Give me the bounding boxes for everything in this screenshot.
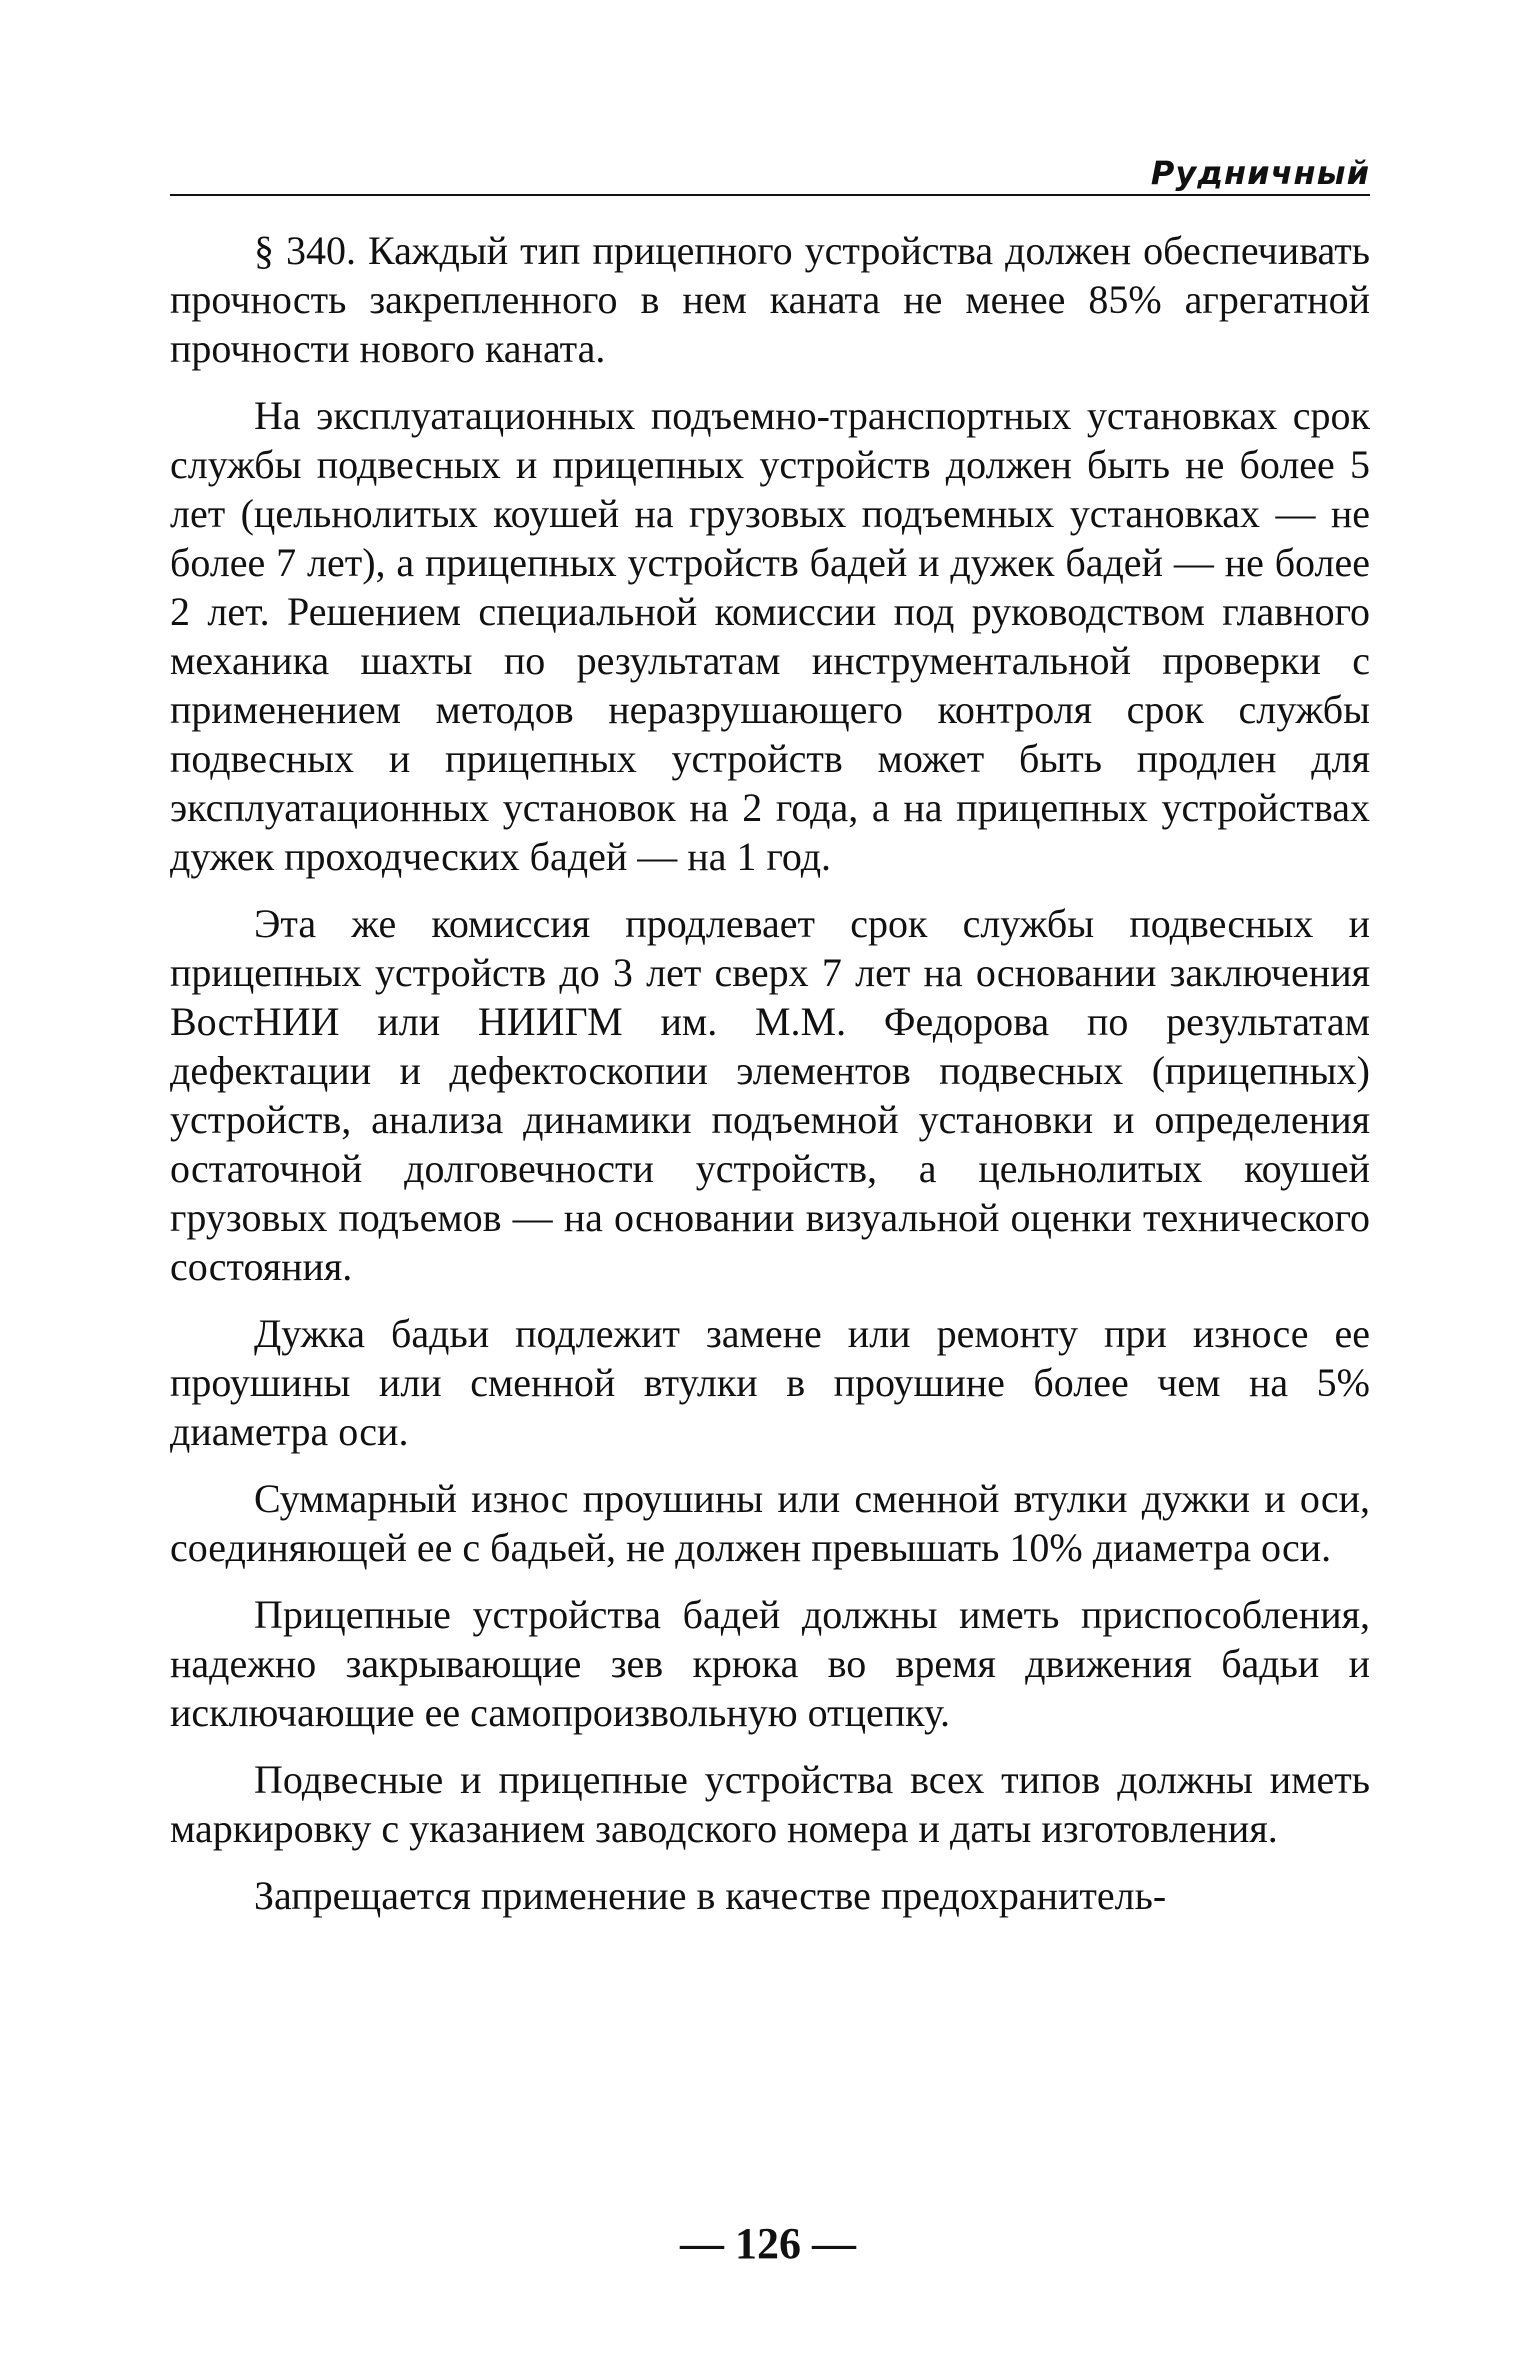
paragraph-340: § 340. Каждый тип прицепного устройства должен обеспечивать прочность закрепленного в нем каната не менее 85% агрегатной прочности нового каната. [170,228,1370,371]
paragraph-service-life: На эксплуатационных подъемно-транспортных установках срок службы подвесных и прицепных устройств должен быть не более 5 лет (цельнолитых коушей на грузовых подъемных установках — не более 7 лет), а прицепных устройств бадей и дужек бадей — не более 2 лет. Решением специальной комиссии под руководством главного механика шахты по результатам инструментальной проверки с применением методов неразрушающего контроля срок службы подвесных и прицепных устройств может быть продлен для эксплуатационных установок на 2 года, а на прицепных устройствах дужек проходческих бадей — на 1 год. [170,393,1370,879]
paragraph-total-wear: Суммарный износ проушины или сменной втулки дужки и оси, соединяющей ее с бадьей, не должен превышать 10% диаметра оси. [170,1476,1370,1570]
running-head-title: Рудничный [1150,154,1370,192]
paragraph-prohibition: Запрещается применение в качестве предохранитель- [254,1873,1167,1918]
body-text [170,226,1370,1938]
paragraph-bucket-bail-wear: Дужка бадьи подлежит замене или ремонту при износе ее проушины или сменной втулки в проушине более чем на 5% диаметра оси. [170,1311,1370,1454]
running-head [170,148,1370,196]
paragraph-commission-extension: Эта же комиссия продлевает срок службы подвесных и прицепных устройств до 3 лет сверх 7 лет на основании заключения ВостНИИ или НИИГМ им. М.М. Федорова по результатам дефектации и дефектоскопии элементов подвесных (прицепных) устройств, анализа динамики подъемной установки и определения остаточной долговечности устройств, а цельнолитых коушей грузовых подъемов — на основании визуальной оценки технического состояния. [170,901,1370,1289]
paragraph-hook-closure: Прицепные устройства бадей должны иметь приспособления, надежно закрывающие зев крюка во время движения бадьи и исключающие ее самопроизвольную отцепку. [170,1592,1370,1735]
page-number: — 126 — [680,2219,856,2268]
paragraph-marking: Подвесные и прицепные устройства всех типов должны иметь маркировку с указанием заводского номера и даты изготовления. [170,1757,1370,1851]
